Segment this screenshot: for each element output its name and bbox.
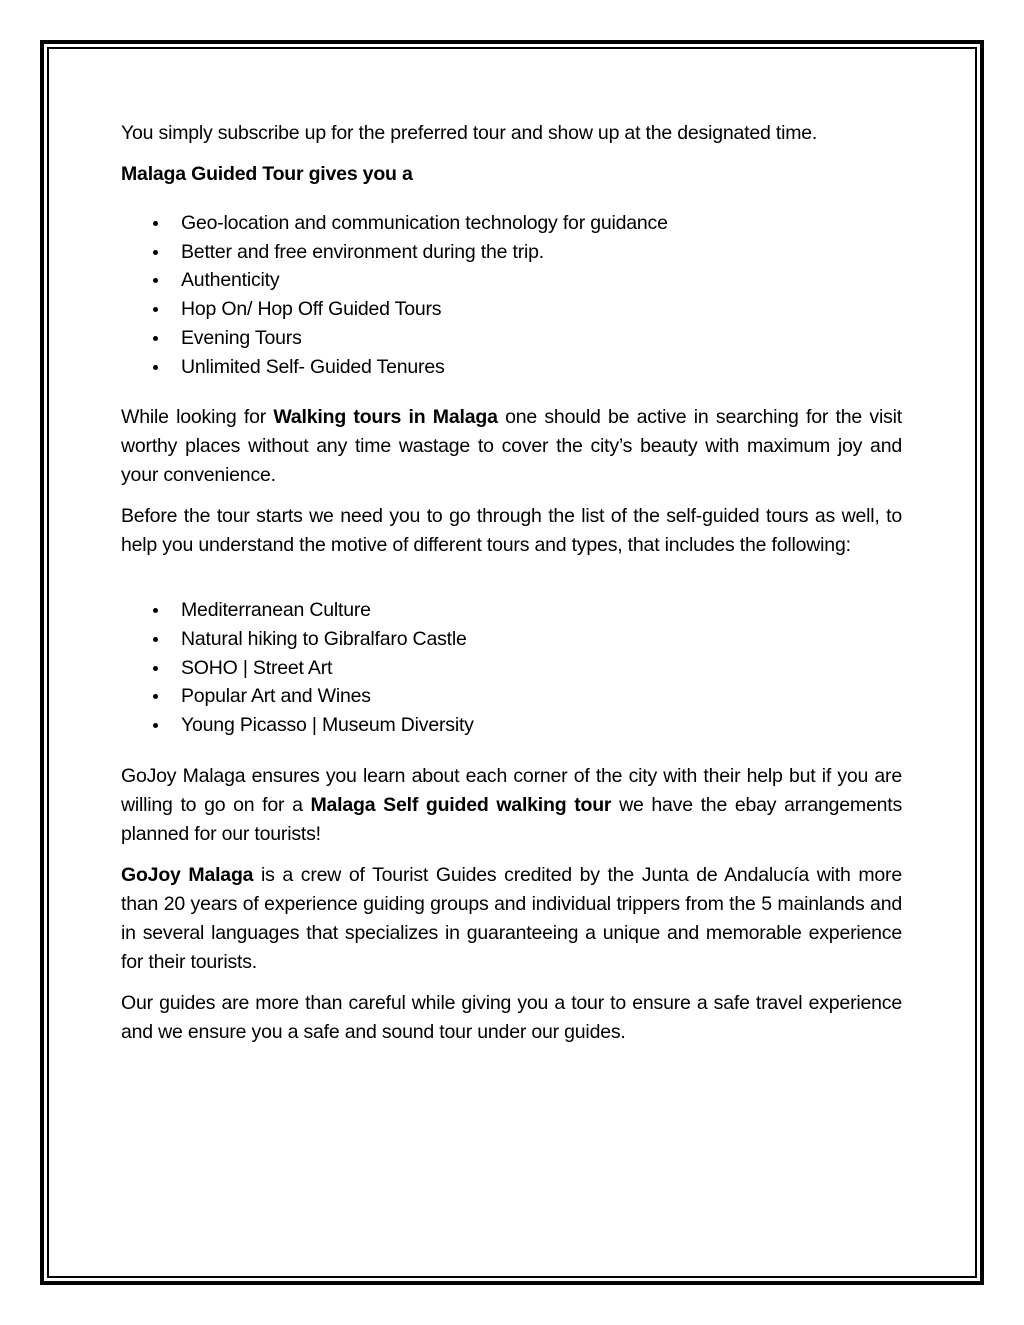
walking-tours-keyword: Walking tours in Malaga xyxy=(273,406,498,429)
document-body xyxy=(121,119,902,1047)
list-item: Young Picasso | Museum Diversity xyxy=(121,711,902,740)
list-item: Hop On/ Hop Off Guided Tours xyxy=(121,295,902,324)
gojoy-crew-paragraph: GoJoy Malaga is a crew of Tourist Guides credited by the Junta de Andalucía with more than 20 years of experience guiding groups and individual trippers from the 5 mainlands and in several languages that specializes in guaranteeing a unique and memorable experience for their tourists. xyxy=(121,863,902,973)
list-item: Natural hiking to Gibralfaro Castle xyxy=(121,625,902,654)
list-item: SOHO | Street Art xyxy=(121,654,902,683)
self-guided-keyword: Malaga Self guided walking tour xyxy=(310,793,612,816)
list-item: Better and free environment during the trip. xyxy=(121,238,902,267)
walking-tours-paragraph: While looking for Walking tours in Malaga one should be active in searching for the visit worthy places without any time wastage to cover the city’s beauty with maximum joy and your convenience. xyxy=(121,406,902,487)
closing-paragraph: Our guides are more than careful while giving you a tour to ensure a safe travel experience and we ensure you a safe and sound tour under our guides. xyxy=(121,991,902,1043)
gojoy-brand: GoJoy Malaga xyxy=(121,863,254,886)
guided-tour-heading: Malaga Guided Tour gives you a xyxy=(121,163,413,185)
list-item: Geo-location and communication technology for guidance xyxy=(121,209,902,238)
self-guided-intro-paragraph: Before the tour starts we need you to go through the list of the self-guided tours as well, to help you understand the motive of different tours and types, that includes the following: xyxy=(121,505,902,557)
list-item: Evening Tours xyxy=(121,324,902,353)
list-item: Unlimited Self- Guided Tenures xyxy=(121,353,902,382)
list-item: Popular Art and Wines xyxy=(121,682,902,711)
intro-paragraph: You simply subscribe up for the preferred tour and show up at the designated time. xyxy=(121,122,818,144)
tours-list xyxy=(121,596,902,740)
list-item: Mediterranean Culture xyxy=(121,596,902,625)
features-list xyxy=(121,209,902,381)
list-item: Authenticity xyxy=(121,266,902,295)
gojoy-ensures-paragraph: GoJoy Malaga ensures you learn about each corner of the city with their help but if you are willing to go on for a Malaga Self guided walking tour we have the ebay arrangements planned for our tourists! xyxy=(121,764,903,845)
